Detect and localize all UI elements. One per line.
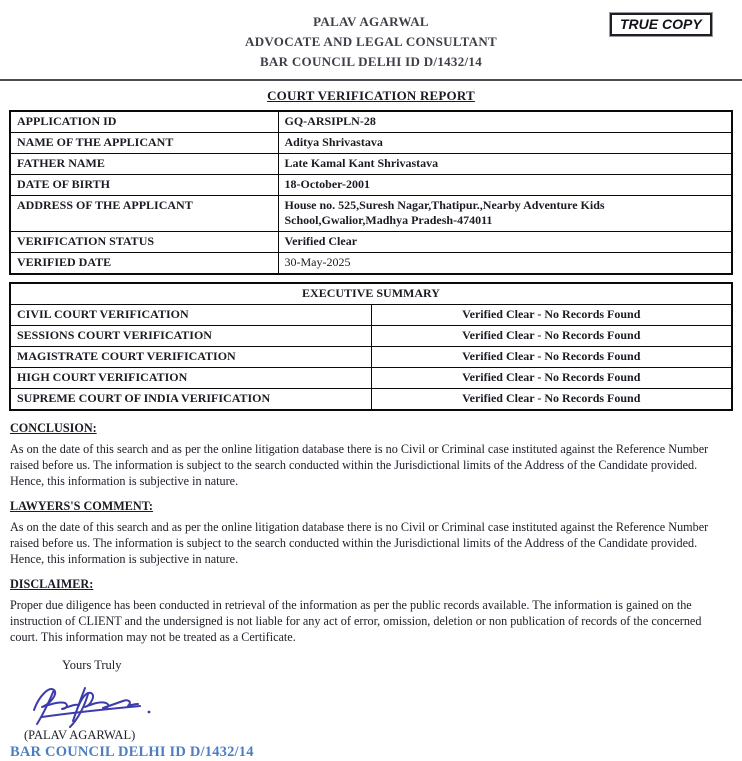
advocate-bar-id: BAR COUNCIL DELHI ID D/1432/14 [259, 54, 483, 69]
applicant-table [9, 110, 733, 275]
table-row [10, 326, 732, 347]
lawyers-comment-heading: LAWYERS'S COMMENT: [10, 499, 153, 513]
lawyers-comment-section [10, 499, 732, 567]
table-row [10, 253, 732, 275]
court-label: HIGH COURT VERIFICATION [10, 368, 371, 389]
signatory-name: (PALAV AGARWAL) [24, 728, 136, 742]
court-label: SESSIONS COURT VERIFICATION [10, 326, 371, 347]
field-value: Aditya Shrivastava [278, 133, 732, 154]
field-value: Late Kamal Kant Shrivastava [278, 154, 732, 175]
table-row [10, 196, 732, 232]
field-label: APPLICATION ID [10, 111, 278, 133]
table-row [10, 232, 732, 253]
table-row [10, 305, 732, 326]
table-row [10, 111, 732, 133]
closing-text: Yours Truly [62, 658, 122, 672]
table-row [10, 133, 732, 154]
executive-summary-table [9, 282, 733, 411]
signature-ink-icon [30, 676, 158, 728]
letterhead [0, 0, 742, 72]
court-label: MAGISTRATE COURT VERIFICATION [10, 347, 371, 368]
field-value: Verified Clear [278, 232, 732, 253]
court-result: Verified Clear - No Records Found [371, 368, 732, 389]
field-label: FATHER NAME [10, 154, 278, 175]
conclusion-heading: CONCLUSION: [10, 421, 97, 435]
field-label: ADDRESS OF THE APPLICANT [10, 196, 278, 232]
field-label: VERIFIED DATE [10, 253, 278, 275]
field-value: 30-May-2025 [278, 253, 732, 275]
disclaimer-body: Proper due diligence has been conducted in retrieval of the information as per the public records available. The information is gained on the instruction of CLIENT and the undersigned is not liable for any act of error, omission, deletion or non publication of records of the concerned court. This information may not be treated as a Certificate. [10, 598, 702, 644]
handwritten-signature [30, 676, 742, 728]
disclaimer-heading: DISCLAIMER: [10, 577, 94, 591]
court-result: Verified Clear - No Records Found [371, 347, 732, 368]
executive-summary-title: EXECUTIVE SUMMARY [10, 283, 732, 305]
table-spacer [0, 275, 742, 282]
table-row [10, 389, 732, 411]
field-value: 18-October-2001 [278, 175, 732, 196]
field-label: DATE OF BIRTH [10, 175, 278, 196]
conclusion-body: As on the date of this search and as per the online litigation database there is no Civil or Criminal case instituted against the Reference Number raised before us. The information is subject to the search conducted within the Jurisdictional limits of the Address of the Candidate provided. Hence, this information is subjective in nature. [10, 442, 709, 488]
header-divider [0, 79, 742, 81]
court-label: SUPREME COURT OF INDIA VERIFICATION [10, 389, 371, 411]
field-value: GQ-ARSIPLN-28 [278, 111, 732, 133]
true-copy-stamp: TRUE COPY [610, 13, 712, 36]
court-result: Verified Clear - No Records Found [371, 326, 732, 347]
field-label: VERIFICATION STATUS [10, 232, 278, 253]
court-label: CIVIL COURT VERIFICATION [10, 305, 371, 326]
table-row [10, 347, 732, 368]
disclaimer-section [10, 577, 732, 645]
field-value: House no. 525,Suresh Nagar,Thatipur.,Nearby Adventure Kids School,Gwalior,Madhya Pradesh-474011 [278, 196, 732, 232]
advocate-name: PALAV AGARWAL [313, 14, 429, 29]
field-label: NAME OF THE APPLICANT [10, 133, 278, 154]
court-result: Verified Clear - No Records Found [371, 389, 732, 411]
advocate-role: ADVOCATE AND LEGAL CONSULTANT [245, 34, 497, 49]
table-row [10, 368, 732, 389]
page-title: COURT VERIFICATION REPORT [267, 88, 475, 103]
bar-council-id: BAR COUNCIL DELHI ID D/1432/14 [10, 744, 254, 760]
table-row [10, 154, 732, 175]
table-header-row [10, 283, 732, 305]
court-result: Verified Clear - No Records Found [371, 305, 732, 326]
table-row [10, 175, 732, 196]
conclusion-section [10, 421, 732, 489]
lawyers-comment-body: As on the date of this search and as per the online litigation database there is no Civil or Criminal case instituted against the Reference Number raised before us. The information is subject to the search conducted within the Jurisdictional limits of the Address of the Candidate provided. Hence, this information is subjective in nature. [10, 520, 709, 566]
